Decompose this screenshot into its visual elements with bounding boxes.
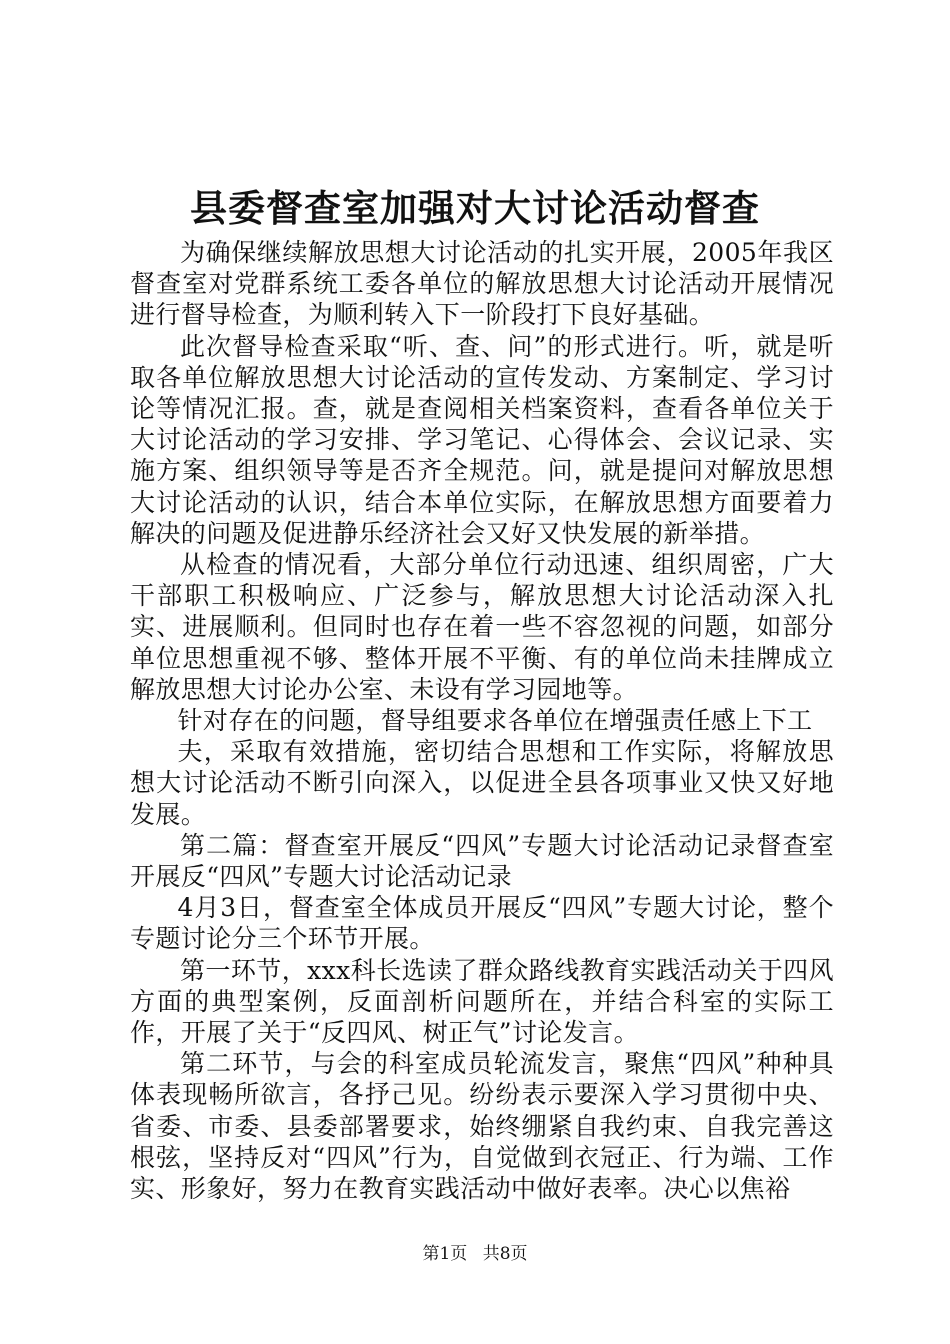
paragraph: 第二篇：督查室开展反“四风”专题大讨论活动记录督查室开展反“四风”专题大讨论活动记录 [130, 830, 834, 892]
page-number: 第1页 [422, 1244, 468, 1264]
paragraph: 为确保继续解放思想大讨论活动的扎实开展，2005年我区督查室对党群系统工委各单位的解放思想大讨论活动开展情况进行督导检查，为顺利转入下一阶段打下良好基础。 [130, 238, 834, 330]
paragraph: 夫，采取有效措施，密切结合思想和工作实际，将解放思想大讨论活动不断引向深入，以促进全县各项事业又快又好地发展。 [130, 737, 834, 829]
document-body [130, 237, 834, 1204]
page-footer [0, 1242, 950, 1266]
paragraph: 从检查的情况看，大部分单位行动迅速、组织周密，广大干部职工积极响应、广泛参与，解放思想大讨论活动深入扎实、进展顺利。但同时也存在着一些不容忽视的问题，如部分单位思想重视不够、整体开展不平衡、有的单位尚未挂牌成立解放思想大讨论办公室、未设有学习园地等。 [130, 550, 834, 704]
paragraph: 第一环节，xxx科长选读了群众路线教育实践活动关于四风方面的典型案例，反面剖析问题所在，并结合科室的实际工作，开展了关于“反四风、树正气”讨论发言。 [130, 955, 834, 1048]
paragraph: 此次督导检查采取“听、查、问”的形式进行。听，就是听取各单位解放思想大讨论活动的宣传发动、方案制定、学习讨论等情况汇报。查，就是查阅相关档案资料，查看各单位关于大讨论活动的学习安排、学习笔记、心得体会、会议记录、实施方案、组织领导等是否齐全规范。问，就是提问对解放思想大讨论活动的认识，结合本单位实际，在解放思想方面要着力解决的问题及促进静乐经济社会又好又快发展的新举措。 [130, 331, 834, 548]
paragraph: 第二环节，与会的科室成员轮流发言，聚焦“四风”种种具体表现畅所欲言，各抒己见。纷纷表示要深入学习贯彻中央、省委、市委、县委部署要求，始终绷紧自我约束、自我完善这根弦，坚持反对“四风”行为，自觉做到衣冠正、行为端、工作实、形象好，努力在教育实践活动中做好表率。决心以焦裕 [130, 1049, 834, 1204]
paragraph: 针对存在的问题，督导组要求各单位在增强责任感上下工 [177, 706, 813, 736]
page-total: 共8页 [482, 1244, 528, 1264]
document-title: 县委督查室加强对大讨论活动督查 [190, 186, 760, 230]
paragraph: 4月3日，督查室全体成员开展反“四风”专题大讨论，整个专题讨论分三个环节开展。 [130, 893, 834, 954]
